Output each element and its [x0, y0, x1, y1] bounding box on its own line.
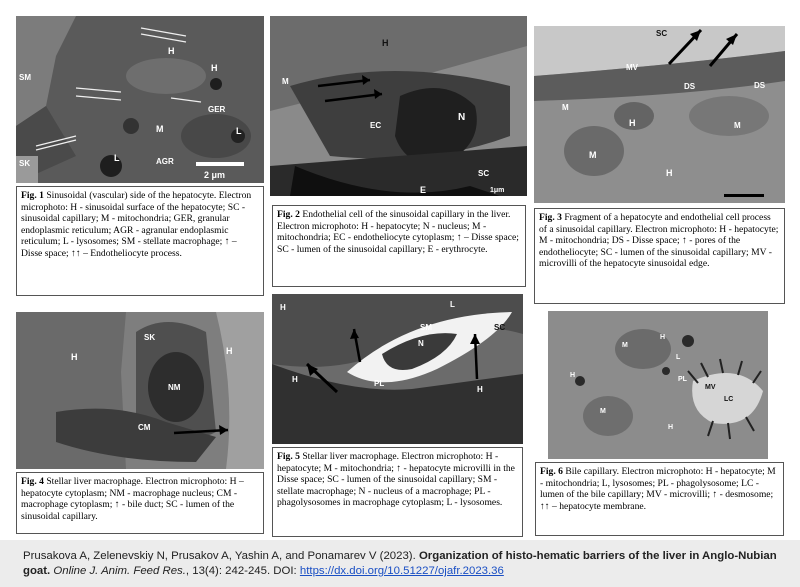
fig4-caption-text: Stellar liver macrophage. Electron microphoto: H – hepatocyte cytoplasm; NM - macrophage nucleus; CM - macrophage cytoplasm; ↑ - bile duct; SC - lumen of the sinusoidal capillary. — [21, 476, 244, 522]
fig5-caption-text: Stellar liver macrophage. Electron microphoto: H - hepatocyte; M - mitochondria; ↑ - hepatocyte microvilli in the Disse space; SC - lumen of the sinusoidal capillary; SM - stellate macrophage; N - nucleus of a macrophage; PL - phagolysosomes in macrophage cytoplasm; L - lysosomes. — [277, 451, 515, 509]
fig2-label-sc: SC — [478, 169, 490, 178]
fig2-label-ec: EC — [370, 121, 382, 130]
fig5-label-sm: SM — [420, 323, 432, 332]
figure-1-caption — [16, 186, 264, 296]
fig4-label-cm: CM — [138, 423, 151, 432]
fig1-label-agr: AGR — [156, 157, 174, 166]
figure-3-caption — [534, 208, 785, 304]
fig6-label-h2: H — [570, 372, 576, 379]
fig6-label-h3: H — [668, 424, 674, 431]
fig3-label-sc: SC — [656, 29, 668, 38]
fig2-label-e: E — [420, 185, 427, 195]
fig6-caption-label: Fig. 6 — [540, 466, 563, 477]
figure-3-micrograph — [534, 26, 785, 203]
fig5-label-h1: H — [280, 303, 286, 312]
fig5-caption-label: Fig. 5 — [277, 451, 300, 462]
figure-2-micrograph — [270, 16, 527, 196]
figure-5-micrograph — [272, 294, 523, 444]
fig3-label-m2: M — [589, 150, 597, 160]
fig3-label-mv: MV — [626, 63, 638, 72]
figure-4-micrograph — [16, 312, 264, 469]
fig6-caption-text: Bile capillary. Electron microphoto: H - hepatocyte; M - mitochondria; L, lysosomes; PL - phagolysosome; LC - lumen of the bile capillary; MV - microvilli; ↑ - desmosome; ↑↑ – hepatocyte membrane. — [540, 466, 776, 512]
fig4-label-h1: H — [71, 352, 78, 362]
fig1-label-l2: L — [236, 126, 242, 136]
fig3-label-h1: H — [629, 118, 636, 128]
fig1-label-sm: SM — [19, 73, 31, 82]
fig5-label-sc: SC — [494, 323, 506, 332]
citation-doi-link[interactable]: https://dx.doi.org/10.51227/ojafr.2023.36 — [299, 565, 504, 577]
fig6-label-lc: LC — [724, 396, 734, 403]
figure-2-caption — [272, 205, 526, 287]
fig6-label-h1: H — [660, 334, 666, 341]
fig4-label-nm: NM — [168, 383, 181, 392]
fig1-label-ger: GER — [208, 105, 226, 114]
fig1-label-h1: H — [168, 46, 175, 56]
figure-4-caption — [16, 472, 264, 534]
fig6-label-l: L — [676, 354, 681, 361]
fig5-label-l: L — [450, 300, 455, 309]
fig1-scale-bar: 2 μm — [204, 170, 226, 180]
fig3-label-m3: M — [734, 121, 741, 130]
figure-6-caption — [535, 462, 784, 536]
fig2-scale-bar: 1μm — [490, 187, 505, 194]
fig4-label-sk: SK — [144, 333, 156, 342]
fig2-label-h: H — [382, 38, 389, 48]
citation-text — [23, 549, 783, 579]
fig3-label-ds2: DS — [754, 81, 766, 90]
fig3-caption-text: Fragment of a hepatocyte and endothelial cell process of a sinusoidal capillary. Electron microphoto: H - hepatocyte; M - mitochondria; DS - Disse space; ↑ - pores of the endotheliocyte; SC - lumen of the sinusoidal capillary; MV - microvilli of the hepatocyte sinusoidal edge. — [539, 212, 779, 270]
fig3-label-h2: H — [666, 168, 673, 178]
figure-1-micrograph — [16, 16, 264, 183]
fig6-label-m1: M — [622, 342, 628, 349]
citation-journal: Online J. Anim. Feed Res. — [53, 565, 186, 577]
fig2-label-m: M — [282, 77, 289, 86]
fig1-label-h2: H — [211, 63, 218, 73]
fig5-label-h2: H — [292, 375, 298, 384]
citation-title: Organization of histo-hematic barriers of the liver in Anglo-Nubian goat. — [23, 550, 777, 577]
figure-6-micrograph — [548, 311, 768, 459]
citation-footer — [0, 540, 800, 587]
fig6-label-m2: M — [600, 408, 606, 415]
fig1-caption-text: Sinusoidal (vascular) side of the hepatocyte. Electron microphoto: H - sinusoidal surface of the hepatocyte; SC - sinusoidal capillary; M - mitochondria; GER, granular endoplasmic reticulum; AGR - agranular endoplasmic reticulum; L - lysosomes; SM - stellate macrophage; ↑ – Disse space; ↑↑ – Endotheliocyte process. — [21, 190, 252, 259]
fig1-caption-label: Fig. 1 — [21, 190, 44, 201]
fig3-caption-label: Fig. 3 — [539, 212, 562, 223]
fig5-label-n: N — [418, 339, 424, 348]
fig6-label-pl: PL — [678, 376, 687, 383]
fig2-caption-label: Fig. 2 — [277, 209, 300, 220]
fig1-label-l1: L — [114, 153, 120, 163]
fig4-label-h2: H — [226, 346, 233, 356]
fig1-label-m: M — [156, 124, 164, 134]
citation-authors: Prusakova A, Zelenevskiy N, Prusakov A, Yashin A, and Ponamarev V (2023). — [23, 550, 416, 562]
figure-5-caption — [272, 447, 523, 537]
fig5-label-h3: H — [477, 385, 483, 394]
fig2-caption-text: Endothelial cell of the sinusoidal capillary in the liver. Electron microphoto: H - hepatocyte; N - nucleus; M - mitochondria; EC - endotheliocyte cytoplasm; ↑ – Disse space; SC - lumen of the sinusoidal capillary; E - erythrocyte. — [277, 209, 519, 255]
fig6-label-mv: MV — [705, 384, 716, 391]
fig4-caption-label: Fig. 4 — [21, 476, 44, 487]
fig1-label-sk: SK — [19, 159, 31, 168]
fig3-label-ds1: DS — [684, 82, 696, 91]
fig3-label-m1: M — [562, 103, 569, 112]
fig2-label-n: N — [458, 112, 466, 123]
citation-volume: , 13(4): 242-245. DOI: — [185, 565, 297, 577]
fig5-label-pl: PL — [374, 379, 385, 388]
